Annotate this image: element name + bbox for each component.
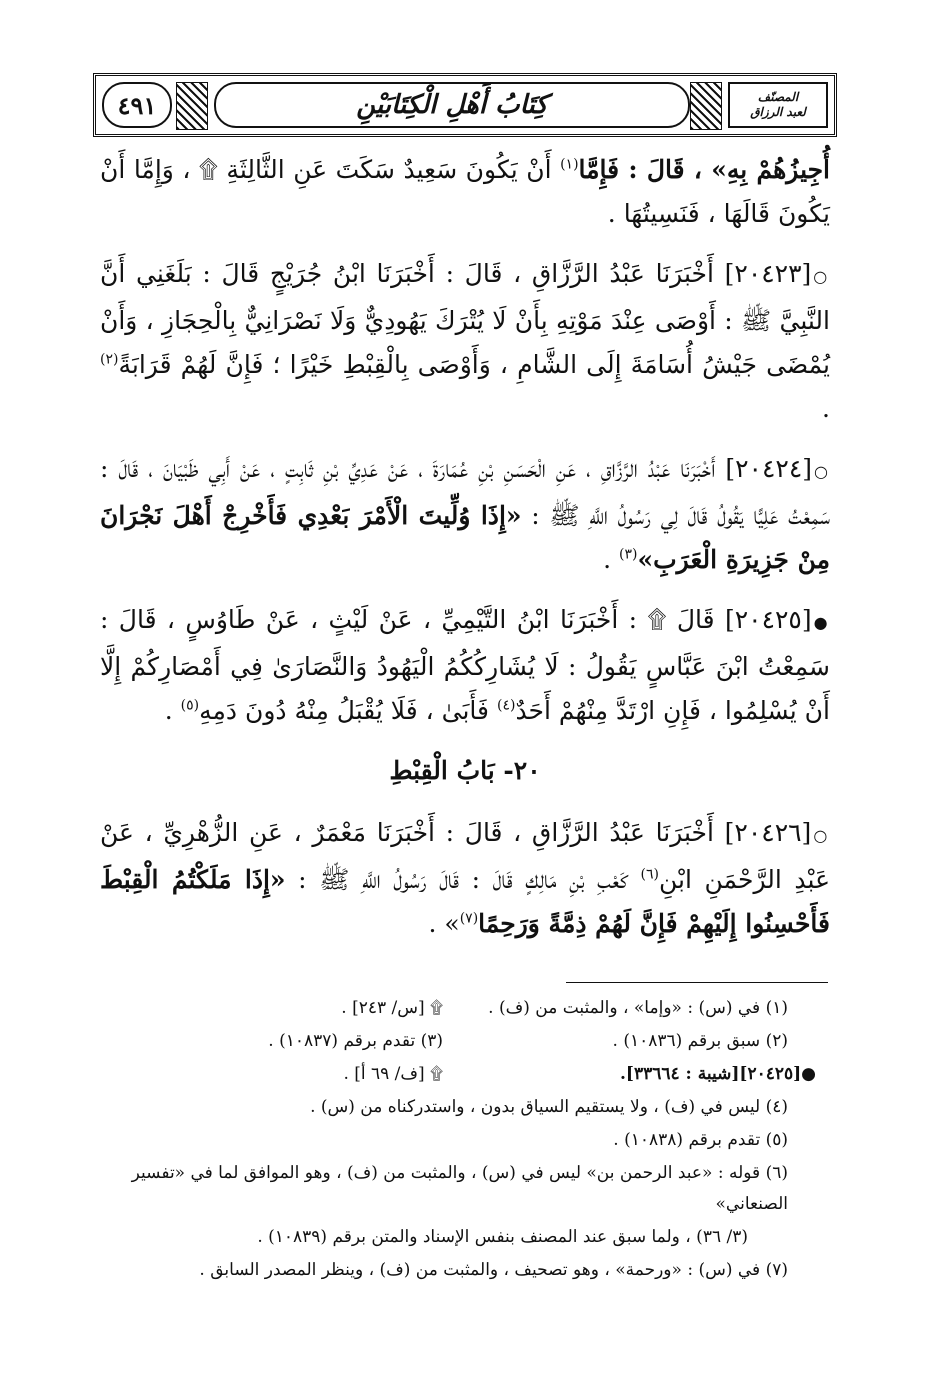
book-logo-line1: المصنّف (757, 90, 799, 104)
book-title-text: كِتَابُ أَهْلِ الْكِتَابَيْنِ (356, 90, 548, 120)
footnote-row (90, 993, 788, 1024)
footnote-ref: (٣) (619, 546, 638, 563)
footnote-ref: (٦) (640, 866, 659, 883)
book-title (214, 82, 690, 128)
footnote-2: (٢) سبق برقم (١٠٨٣٦) . (612, 1031, 788, 1051)
prophetic-saying: «إِذَا وُلِّيتَ الْأَمْرَ بَعْدِي فَأَخْرِجْ أَهْلَ نَجْرَانَ مِنْ جَزِيرَةِ الْعَرَبِ» (100, 501, 830, 574)
hadith-text-end: . (603, 545, 620, 574)
page-number-text: ٤٩١ (117, 90, 157, 120)
hadith-marker: ○ (813, 267, 831, 286)
hadith-text-end: » . (428, 909, 460, 938)
hadith-text: كَعْبِ بْنِ مَالِكٍ قَالَ : قَالَ رَسُولُ اللَّهِ ﷺ : (298, 865, 628, 894)
footnote-3: (٣) تقدم برقم (١٠٨٣٧) . (268, 1031, 443, 1051)
hadith-text: قَالَ ۩ : أَخْبَرَنَا ابْنُ التَّيْمِيِّ ، عَنْ لَيْثٍ ، عَنْ طَاوُسٍ ، قَالَ : سَمِعْتُ ابْنَ عَبَّاسٍ يَقُولُ : لَا يُشَارِكُكُمُ الْيَهُودُ وَالنَّصَارَىٰ فِي أَمْصَارِكُمْ إِلَّا أَنْ يُسْلِمُوا ، فَإِنِ ارْتَدَّ مِنْهُمْ أَحَدٌ (100, 605, 830, 725)
chapter-heading: ٢٠- بَابُ الْقِبْطِ (389, 756, 541, 785)
paragraph-continued (100, 148, 830, 236)
hadith-marker: ○ (813, 826, 831, 845)
hadith-marker: ○ (814, 462, 831, 481)
paragraph-text: أُجِيزُهُمْ بِهِ» ، قَالَ : فَإِمَّا (578, 155, 831, 184)
header-ornament-left (176, 82, 208, 130)
hadith-number: [٢٠٤٢٥] (724, 605, 812, 634)
footnote-separator (566, 982, 828, 983)
hadith-text-end: . (164, 696, 181, 725)
hadith-number: [٢٠٤٢٦] (724, 818, 812, 847)
page-header (93, 73, 837, 137)
footnote-folio-mark: ۩ [ف/ ٦٩ أ] . (343, 1064, 443, 1084)
footnote-ref: (٧) (459, 910, 479, 927)
footnote-7: (٧) في (س) : «ورحمة» ، وهو تصحيف ، والمثبت من (ف) ، وينظر المصدر السابق . (199, 1260, 788, 1280)
hadith-text: أَخْبَرَنَا عَبْدُ الرَّزَّاقِ ، قَالَ : أَخْبَرَنَا مَعْمَرٌ ، عَنِ الزُّهْرِيِّ ، عَنْ عَبْدِ الرَّحْمَنِ ابْنِ (100, 818, 831, 894)
header-ornament-right (690, 82, 722, 130)
footnotes (90, 993, 828, 1288)
footnote-5: (٥) تقدم برقم (١٠٨٣٨) . (613, 1130, 788, 1150)
main-text (100, 148, 830, 962)
footnote-row (90, 1026, 788, 1057)
hadith-number: [٢٠٤٢٣] (724, 259, 812, 288)
footnote-6: (٦) قوله : «عبد الرحمن بن» ليس في (س) ، والمثبت من (ف) ، وهو الموافق لما في «تفسير الصنعاني» (131, 1163, 788, 1214)
footnote-ref: (١) (560, 156, 579, 173)
hadith-text: أَخْبَرَنَا عَبْدُ الرَّزَّاقِ ، قَالَ : أَخْبَرَنَا ابْنُ جُرَيْجٍ قَالَ : بَلَغَنِي أَنَّ النَّبِيَّ ﷺ : أَوْصَى عِنْدَ مَوْتِهِ بِأَنْ لَا يُتْرَكَ يَهُودِيٌّ وَلَا نَصْرَانِيٌّ بِالْحِجَازِ ، وَأَنْ يُمْضَى جَيْشُ أُسَامَةَ إِلَى الشَّامِ ، وَأَوْصَى بِالْقِبْطِ خَيْرًا ؛ فَإِنَّ لَهُمْ قَرَابَةً (100, 259, 830, 379)
footnote-1: (١) في (س) : «وإما» ، والمثبت من (ف) . (488, 998, 788, 1018)
footnote-ref: (٥) (180, 697, 200, 714)
hadith-20423 (100, 252, 830, 431)
hadith-20425 (100, 598, 830, 733)
footnote-ref: (٢) (100, 351, 119, 368)
hadith-number: [٢٠٤٢٤] (725, 454, 813, 483)
hadith-20424 (100, 447, 830, 582)
prophetic-saying: «إِذَا مَلَكْتُمُ الْقِبْطَ فَأَحْسِنُوا إِلَيْهِمْ فَإِنَّ لَهُمْ ذِمَّةً وَرَحِمًا (100, 865, 830, 938)
hadith-marker: ● (813, 613, 831, 632)
hadith-text-end: . (822, 394, 830, 423)
footnote-cross-reference: ●[٢٠٤٢٥][شيبة : ٣٣٦٦٤]. (620, 1064, 816, 1084)
hadith-20426 (100, 811, 830, 946)
book-logo-line2: لعبد الرزاق (750, 105, 806, 119)
footnote-6-continued: (٣/ ٣٦) ، ولما سبق عند المصنف بنفس الإسناد والمتن برقم (١٠٨٣٩) . (257, 1227, 748, 1247)
book-logo (728, 82, 828, 128)
footnote-4: (٤) ليس في (ف) ، ولا يستقيم السياق بدون ، واستدركناه من (س) . (310, 1097, 788, 1117)
footnote-ref: (٤) (496, 697, 516, 714)
hadith-text: فَأَبَىٰ ، فَلَا يُقْبَلُ مِنْهُ دُونَ دَمِهِ (199, 696, 490, 725)
page-number (102, 82, 172, 128)
footnote-row (90, 1059, 816, 1090)
footnote-folio-mark: ۩ [س/ ٢٤٣] . (341, 998, 443, 1018)
hadith-text: أَخْبَرَنَا عَبْدُ الرَّزَّاقِ ، عَنِ الْحَسَنِ بْنِ عُمَارَةَ ، عَنْ عَدِيِّ بْنِ ثَابِتٍ ، عَنْ أَبِي ظَبْيَانَ ، قَالَ : سَمِعْتُ عَلِيًّا يَقُولُ قَالَ لِي رَسُولُ اللَّهِ ﷺ : (100, 454, 830, 530)
paragraph-text: أَنْ يَكُونَ سَعِيدٌ سَكَتَ عَنِ الثَّالِثَةِ ۩ ، وَإِمَّا أَنْ يَكُونَ قَالَهَا ، فَنَسِيتُهَا . (100, 155, 830, 228)
